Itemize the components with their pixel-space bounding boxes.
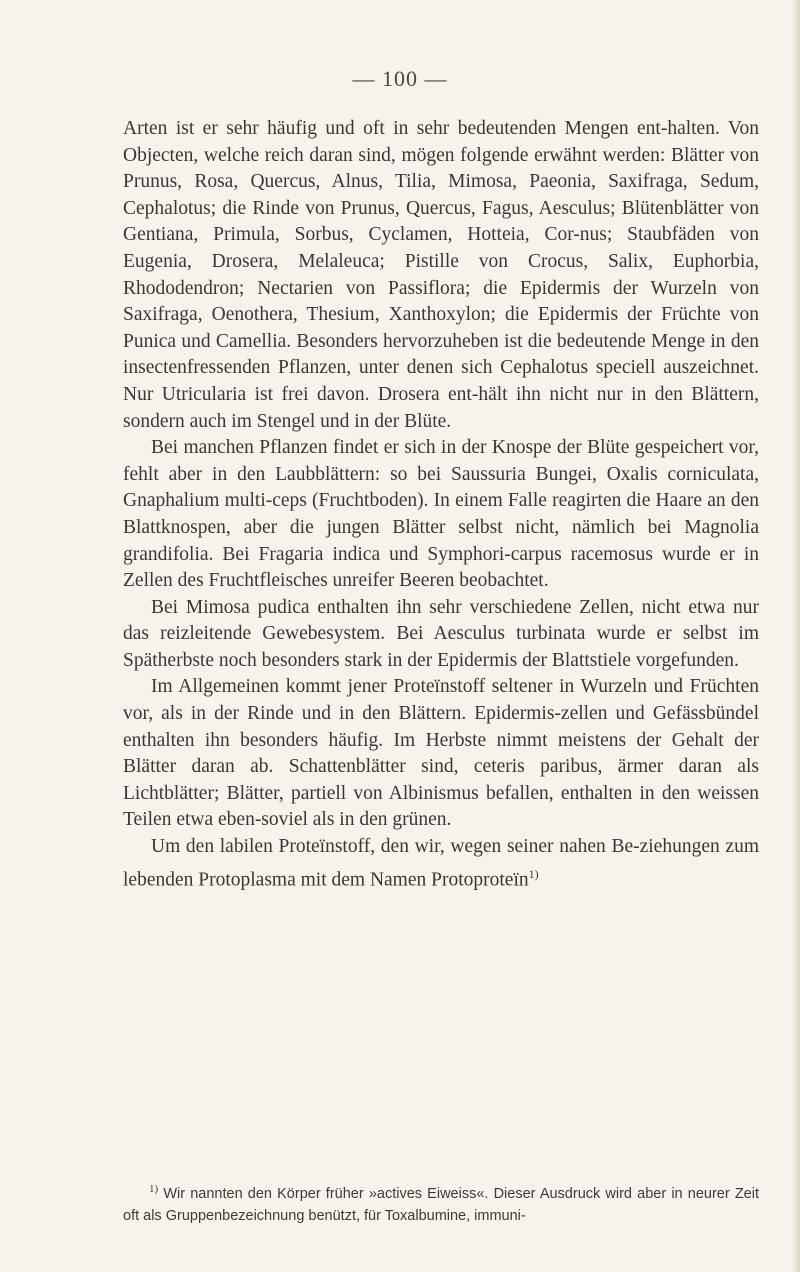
paragraph-1: Arten ist er sehr häufig und oft in sehr bedeutenden Mengen ent-halten. Von Objecten, welche reich daran sind, mögen folgende erwähnt werden: Blätter von Prunus, Rosa, Quercus, Alnus, Tilia, Mimosa, Paeonia, Saxifraga, Sedum, Cephalotus; die Rinde von Prunus, Quercus, Fagus, Aesculus; Blütenblätter von Gentiana, Primula, Sorbus, Cyclamen, Hotteia, Cor-nus; Staubfäden von Eugenia, Drosera, Melaleuca; Pistille von Crocus, Salix, Euphorbia, Rhododendron; Nectarien von Passiflora; die Epidermis der Wurzeln von Saxifraga, Oenothera, Thesium, Xanthoxylon; die Epidermis der Früchte von Punica und Camellia. Besonders hervorzuheben ist die bedeutende Menge in den insectenfressenden Pflanzen, unter denen sich Cephalotus speciell auszeichnet. Nur Utricularia ist frei davon. Drosera ent-hält ihn nicht nur in den Blättern, sondern auch im Stengel und in der Blüte. [123, 118, 759, 432]
body-text [123, 116, 759, 894]
footnote-mark: 1) [149, 1183, 159, 1195]
page-number: — 100 — [352, 66, 448, 91]
paragraph-5 [123, 834, 759, 894]
footnote [123, 1178, 759, 1227]
page-edge-shadow [792, 0, 800, 1272]
footnote-reference: 1) [528, 866, 539, 881]
paragraph-5-text: Um den labilen Proteïnstoff, den wir, wegen seiner nahen Be-ziehungen zum lebenden Protoplasma mit dem Namen Protoproteïn [123, 836, 759, 891]
paragraph-2: Bei manchen Pflanzen findet er sich in der Knospe der Blüte gespeichert vor, fehlt aber in den Laubblättern: so bei Saussuria Bungei, Oxalis corniculata, Gnaphalium multi-ceps (Fruchtboden). In einem Falle reagirten die Haare an den Blattknospen, aber die jungen Blätter selbst nicht, nämlich bei Magnolia grandifolia. Bei Fragaria indica und Symphori-carpus racemosus wurde er in Zellen des Fruchtfleisches unreifer Beeren beobachtet. [123, 437, 759, 592]
paragraph-3: Bei Mimosa pudica enthalten ihn sehr verschiedene Zellen, nicht etwa nur das reizleitende Gewebesystem. Bei Aesculus turbinata wurde er selbst im Spätherbste noch besonders stark in der Epidermis der Blattstiele vorgefunden. [123, 596, 759, 671]
paragraph-4: Im Allgemeinen kommt jener Proteïnstoff seltener in Wurzeln und Früchten vor, als in der Rinde und in den Blättern. Epidermis-zellen und Gefässbündel enthalten ihn besonders häufig. Im Herbste nimmt meistens der Gehalt der Blätter daran ab. Schattenblätter sind, ceteris paribus, ärmer daran als Lichtblätter; Blätter, partiell von Albinismus befallen, enthalten in den weissen Teilen etwa eben-soviel als in den grünen. [123, 676, 759, 831]
footnote-text: Wir nannten den Körper früher »actives Eiweiss«. Dieser Ausdruck wird aber in neurer Zeit oft als Gruppenbezeichnung benützt, für Toxalbumine, immuni- [123, 1185, 759, 1224]
